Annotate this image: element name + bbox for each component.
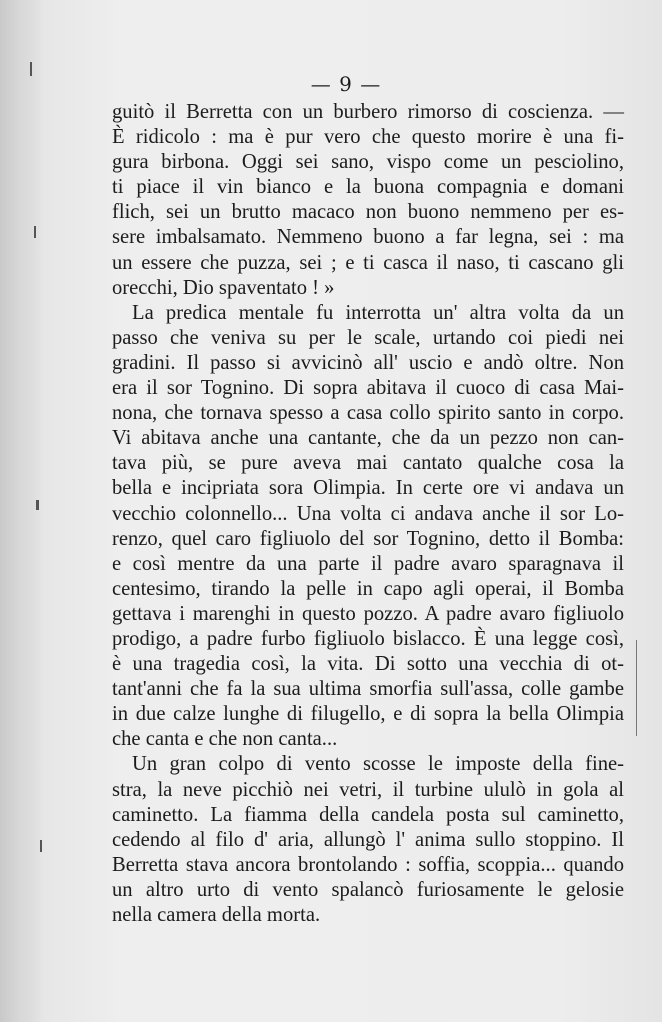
page-binding-shadow [0,0,44,1022]
text-line: ti piace il vin bianco e la buona compagnia e domani [112,176,624,199]
text-line: bella e incipriata sora Olimpia. In certe ore vi andava un [112,477,624,500]
text-line: tant'anni che fa la sua ultima smorfia sull'assa, colle gambe [112,678,624,701]
text-line: e così mentre da una parte il padre avaro sparagnava il [112,552,624,575]
text-line: guitò il Berretta con un burbero rimorso di coscienza. — [112,101,624,123]
text-line: tava più, se pure aveva mai cantato qualche cosa la [112,452,624,475]
text-line: nona, che tornava spesso a casa collo spirito santo in corpo. [112,402,624,425]
text-line: Un gran colpo di vento scosse le imposte della fine- [132,753,624,776]
text-line: è una tragedia così, la vita. Di sotto una vecchia di ot- [112,653,624,676]
text-line: gettava i marenghi in questo pozzo. A padre avaro figliuolo [112,602,624,625]
scan-speck [636,640,637,736]
text-line: flich, sei un brutto macaco non buono nemmeno per es- [112,201,624,224]
page-number: — 9 — [310,72,382,96]
text-line: in due calze lunghe di filugello, e di sopra la bella Olimpia [112,703,624,726]
scan-speck [34,226,36,238]
text-line: passo che veniva su per le scale, urtando coi piedi nei [112,326,624,349]
text-line: Vi abitava anche una cantante, che da un pezzo non can- [112,427,624,450]
text-line: caminetto. La fiamma della candela posta sul caminetto, [112,803,624,826]
text-line: era il sor Tognino. Di sopra abitava il cuoco di casa Mai- [112,377,624,400]
text-line: centesimo, tirando la pelle in capo agli operai, il Bomba [112,577,624,600]
text-line: un essere che puzza, sei ; e ti casca il naso, ti cascano gli [112,251,624,274]
text-line: gura birbona. Oggi sei sano, vispo come un pesciolino, [112,151,624,174]
text-line: stra, la neve picchiò nei vetri, il turbine ululò in gola al [112,778,624,801]
text-line: Berretta stava ancora brontolando : soffia, scoppia... quando [112,853,624,876]
text-line: nella camera della morta. [112,904,321,926]
text-line: sere imbalsamato. Nemmeno buono a far legna, sei : ma [112,226,624,249]
text-line: un altro urto di vento spalancò furiosamente le gelosie [112,878,624,901]
text-line: cedendo al filo d' aria, allungò l' anima sullo stoppino. Il [112,828,624,851]
text-line: gradini. Il passo si avvicinò all' uscio e andò oltre. Non [112,351,624,374]
text-line: che canta e che non canta... [112,728,338,751]
text-line: La predica mentale fu interrotta un' altra volta da un [132,301,624,324]
text-line: È ridicolo : ma è pur vero che questo morire è una fi- [112,126,624,149]
text-line: orecchi, Dio spaventato ! » [112,276,335,299]
scan-speck [36,500,39,510]
scan-speck [40,840,42,852]
text-line: renzo, quel caro figliuolo del sor Tognino, detto il Bomba: [112,527,624,550]
text-line: prodigo, a padre furbo figliuolo bislacco. È una legge così, [112,627,624,650]
text-line: vecchio colonnello... Una volta ci andava anche il sor Lo- [112,502,624,525]
body-text [112,100,624,928]
